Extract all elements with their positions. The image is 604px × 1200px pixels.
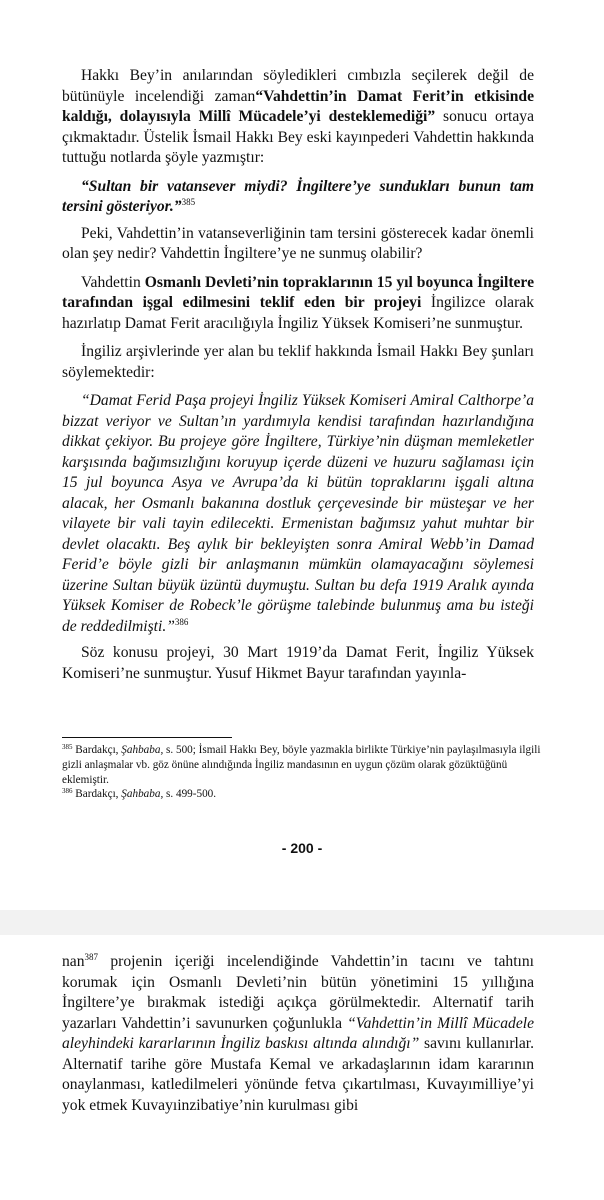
book-page-201 [0,935,604,1200]
bold-claim: Osmanlı Devleti’nin topraklarının 15 yıl boyunca İngiltere tarafından işgal edilmesini teklif eden bir projeyi [62,273,534,311]
paragraph: Söz konusu projeyi, 30 Mart 1919’da Damat Ferit, İngiliz Yüksek Komiseri’ne sunmuştur. Yusuf Hikmet Bayur tarafından yayınla- [62,644,534,682]
page-body-text [62,952,534,1124]
bold-claim: “Vahdettin’in Damat Ferit’in etkisinde kaldığı, dolayısıyla Millî Mücadele’yi desteklemediği” [62,87,534,125]
footnote-386: $^{386}$ Bardakçı, Şahbaba, s. 499-500. [62,787,217,801]
paragraph: Vahdettin Osmanlı Devleti’nin topraklarının 15 yıl boyunca İngiltere tarafından işgal edilmesini teklif eden bir projeyi İngilizce olarak hazırlatıp Damat Ferit aracılığıyla İngiliz Yüksek Komiseri’ne sunmuştur. [62,273,534,332]
footnote-ref-386: 386 [174,616,189,627]
quote-paragraph [62,391,534,637]
footnotes [62,743,542,802]
paragraph: Peki, Vahdettin’in vatanseverliğinin tam tersini gösterecek kadar önemli olan şey nedir? Vahdettin İngiltere’ye ne sunmuş olabilir? [62,224,534,262]
footnote-divider [62,737,232,738]
italic-quote: “Vahdettin’in Millî Mücadele aleyhindeki kararlarının İngiliz baskısı altında alındığı” [62,1014,534,1052]
quote-paragraph [62,177,534,218]
footnote-ref-387: 387 [84,952,99,962]
footnote-ref-385: 385 [181,197,196,207]
paragraph: Hakkı Bey’in anılarından söyledikleri cımbızla seçilerek değil de bütünüyle incelendiği zaman“Vahdettin’in Damat Ferit’in etkisinde kaldığı, dolayısıyla Millî Mücadele’yi desteklemediği” sonucu ortaya çıkmaktadır. Üstelik İsmail Hakkı Bey eski kayınpederi Vahdettin hakkında tuttuğu notlarda şöyle yazmıştır: [62,67,535,166]
paragraph: İngiliz arşivlerinde yer alan bu teklif hakkında İsmail Hakkı Bey şunları söylemektedir: [62,343,534,381]
paragraph: nan$^{387}$ projenin içeriği incelendiğinde Vahdettin’in tacını ve tahtını korumak için Osmanlı Devleti’nin bütün yönetimini 15 yıllığına İngiltere’ye bırakmak istediği açıkça görülmektedir. Alternatif tarih yazarları Vahdettin’i savunurken çoğunlukla “Vahdettin’in Millî Mücadele aleyhindeki kararlarının İngiliz baskısı altında alındığı” savını kullanırlar. Alternatif tarihe göre Mustafa Kemal ve arkadaşlarının idam kararının onaylanması, katledilmeleri yönünde fetva çıkartılması, Kuvayımilliye’yi yok etmek Kuvayıinzibatiye’nin kurulması gibi [62,952,534,1114]
quote-text: “Damat Ferid Paşa projeyi İngiliz Yüksek Komiseri Amiral Calthorpe’a bizzat veriyor ve Sultan’ın yardımıyla kendisi tarafından hazırlandığına dikkat çekiyor. Bu projeye göre İngiltere, Türkiye’nin düşman memleketler karşısında bağımsızlığını koruyup içerde düzeni ve huzuru sağlaması için 15 jul boyunca Asya ve Avrupa’da ki bütün topraklarını işgali altına alacak, her Osmanlı bakanına dostluk çerçevesinde bir müsteşar ve her vilayete bir vali tayin edilecekti. Ermenistan bağımsız yahut muhtar bir devlet olacaktı. Beş aylık bir bekleyişten sonra Amiral Webb’in Damad Ferid’e böyle gizli bir anlaşmanın mümkün olamayacağını söylemesi üzerine Sultan büyük üzüntü duymuştu. Sultan bu defa 1919 Aralık ayında Yüksek Komiser de Robeck’le görüşme talebinde bulunmuş ama bu isteği de reddedilmişti.” [62,392,534,635]
page-number: - 200 - [281,840,323,856]
page-separator [0,910,604,935]
footnote-385: $^{385}$ Bardakçı, Şahbaba, s. 500; İsmail Hakkı Bey, böyle yazmakla birlikte Türkiye’nin paylaşılmasıyla ilgili gizli anlaşmalar vb. göz önüne alındığında İngiliz mandasının en uygun çözüm olarak gözüktüğünü eklemiştir. [62,743,541,786]
page-body-text [62,66,534,692]
quote-text: “Sultan bir vatansever miydi? İngiltere’ye sundukları bunun tam tersini gösteriyor.” [62,177,534,215]
